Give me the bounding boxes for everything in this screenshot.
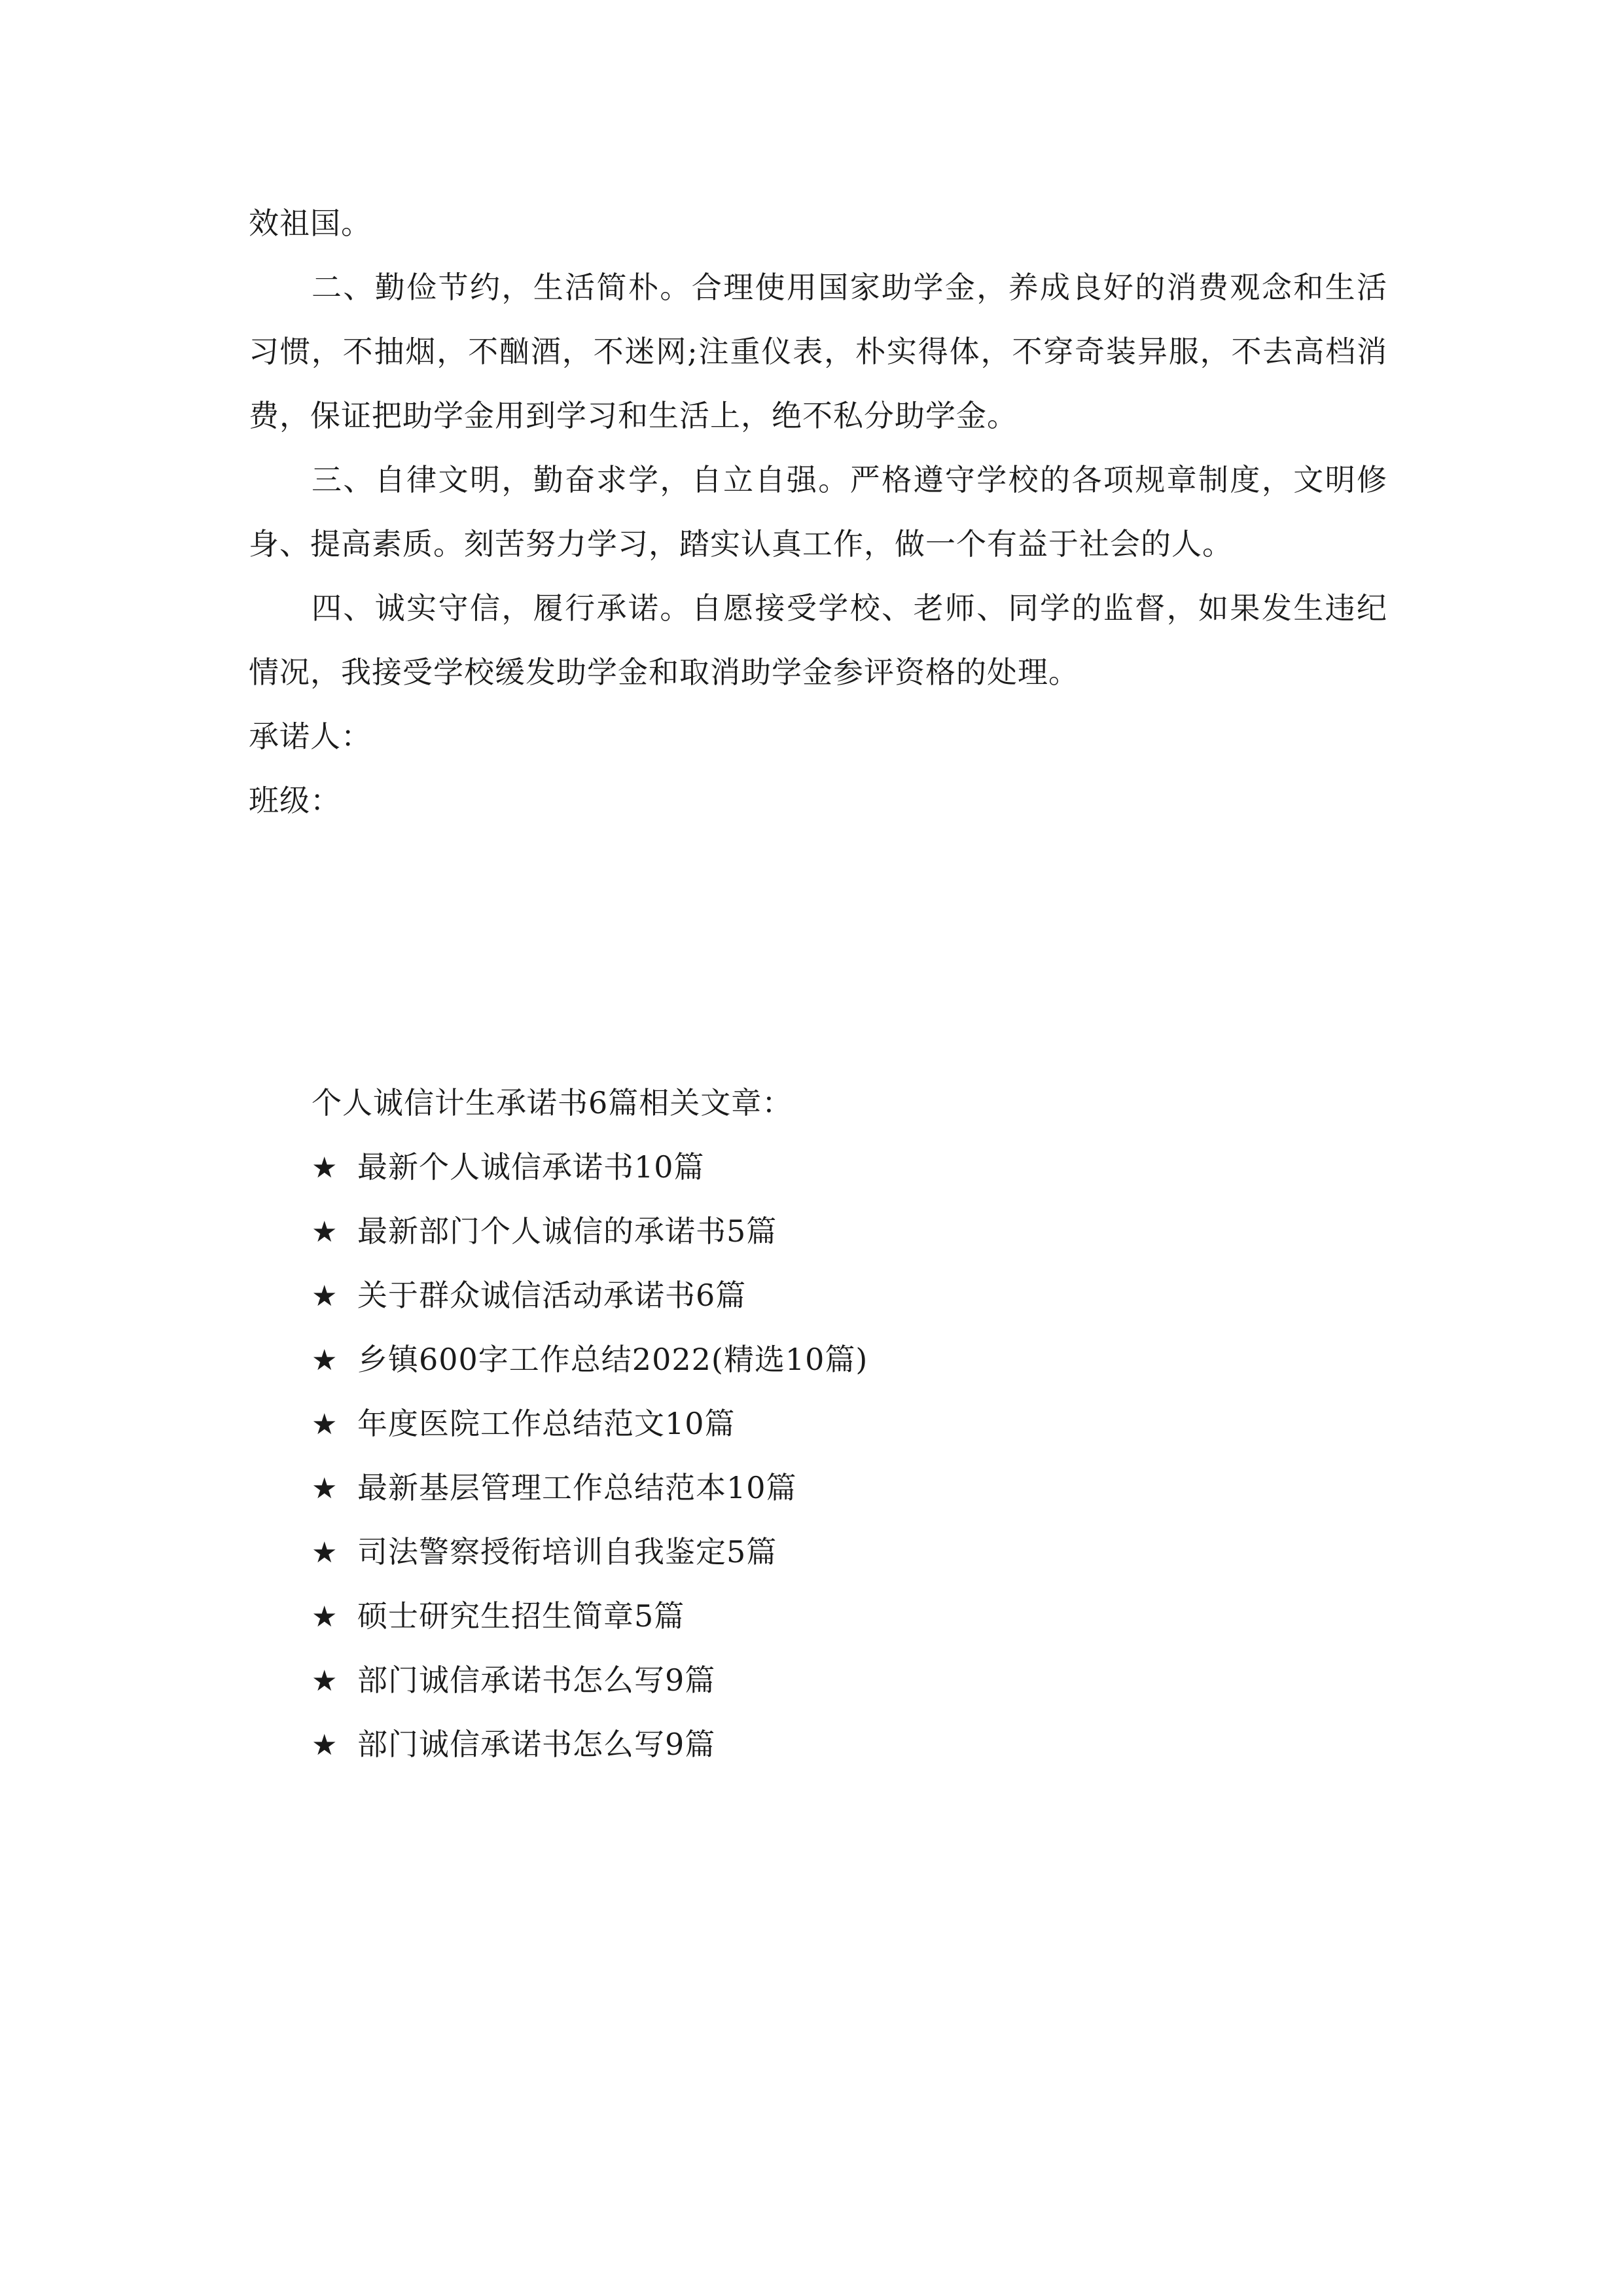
related-articles-title: 个人诚信计生承诺书6篇相关文章：: [312, 1085, 793, 1121]
star-icon: ★: [312, 1729, 338, 1762]
star-icon: ★: [312, 1536, 338, 1570]
paragraph-honesty: 四、诚实守信，履行承诺。自愿接受学校、老师、同学的监督，如果发生违纪情况，我接受学校缓发助学金和取消助学金参评资格的处理。: [249, 590, 1387, 690]
related-article-link[interactable]: [249, 1263, 1387, 1327]
paragraph-frugality: 二、勤俭节约，生活简朴。合理使用国家助学金，养成良好的消费观念和生活习惯，不抽烟，不酗酒，不迷网;注重仪表，朴实得体，不穿奇装异服，不去高档消费，保证把助学金用到学习和生活上，绝不私分助学金。: [249, 270, 1387, 433]
star-icon: ★: [312, 1664, 338, 1698]
related-articles: [249, 1071, 1387, 1776]
star-icon: ★: [312, 1280, 338, 1313]
related-article-link[interactable]: [249, 1520, 1387, 1584]
star-icon: ★: [312, 1472, 338, 1505]
related-article-link[interactable]: [249, 1199, 1387, 1263]
star-icon: ★: [312, 1151, 338, 1185]
signer-label: 承诺人：: [249, 719, 372, 754]
related-article-title: 最新基层管理工作总结范本10篇: [357, 1470, 797, 1505]
related-article-title: 最新部门个人诚信的承诺书5篇: [357, 1213, 777, 1249]
related-article-title: 年度医院工作总结范文10篇: [357, 1406, 736, 1441]
related-article-link[interactable]: [249, 1584, 1387, 1648]
related-article-link[interactable]: [249, 1456, 1387, 1520]
related-article-title: 最新个人诚信承诺书10篇: [357, 1149, 705, 1185]
related-articles-list: [249, 1135, 1387, 1776]
paragraph-self-discipline: 三、自律文明，勤奋求学，自立自强。严格遵守学校的各项规章制度，文明修身、提高素质。刻苦努力学习，踏实认真工作，做一个有益于社会的人。: [249, 462, 1387, 562]
related-article-title: 司法警察授衔培训自我鉴定5篇: [357, 1534, 777, 1570]
related-article-link[interactable]: [249, 1391, 1387, 1456]
related-article-link[interactable]: [249, 1327, 1387, 1391]
star-icon: ★: [312, 1408, 338, 1441]
related-article-title: 乡镇600字工作总结2022(精选10篇): [357, 1342, 868, 1377]
related-article-title: 硕士研究生招生简章5篇: [357, 1598, 685, 1634]
related-article-title: 部门诚信承诺书怎么写9篇: [357, 1727, 716, 1762]
paragraph-continuation: 效祖国。: [249, 206, 372, 241]
class-label: 班级：: [249, 783, 341, 818]
document-body: [249, 191, 1387, 833]
star-icon: ★: [312, 1215, 338, 1249]
related-article-title: 部门诚信承诺书怎么写9篇: [357, 1662, 716, 1698]
star-icon: ★: [312, 1344, 338, 1377]
related-article-link[interactable]: [249, 1648, 1387, 1712]
star-icon: ★: [312, 1600, 338, 1634]
related-article-link[interactable]: [249, 1712, 1387, 1776]
related-article-title: 关于群众诚信活动承诺书6篇: [357, 1278, 747, 1313]
related-article-link[interactable]: [249, 1135, 1387, 1199]
